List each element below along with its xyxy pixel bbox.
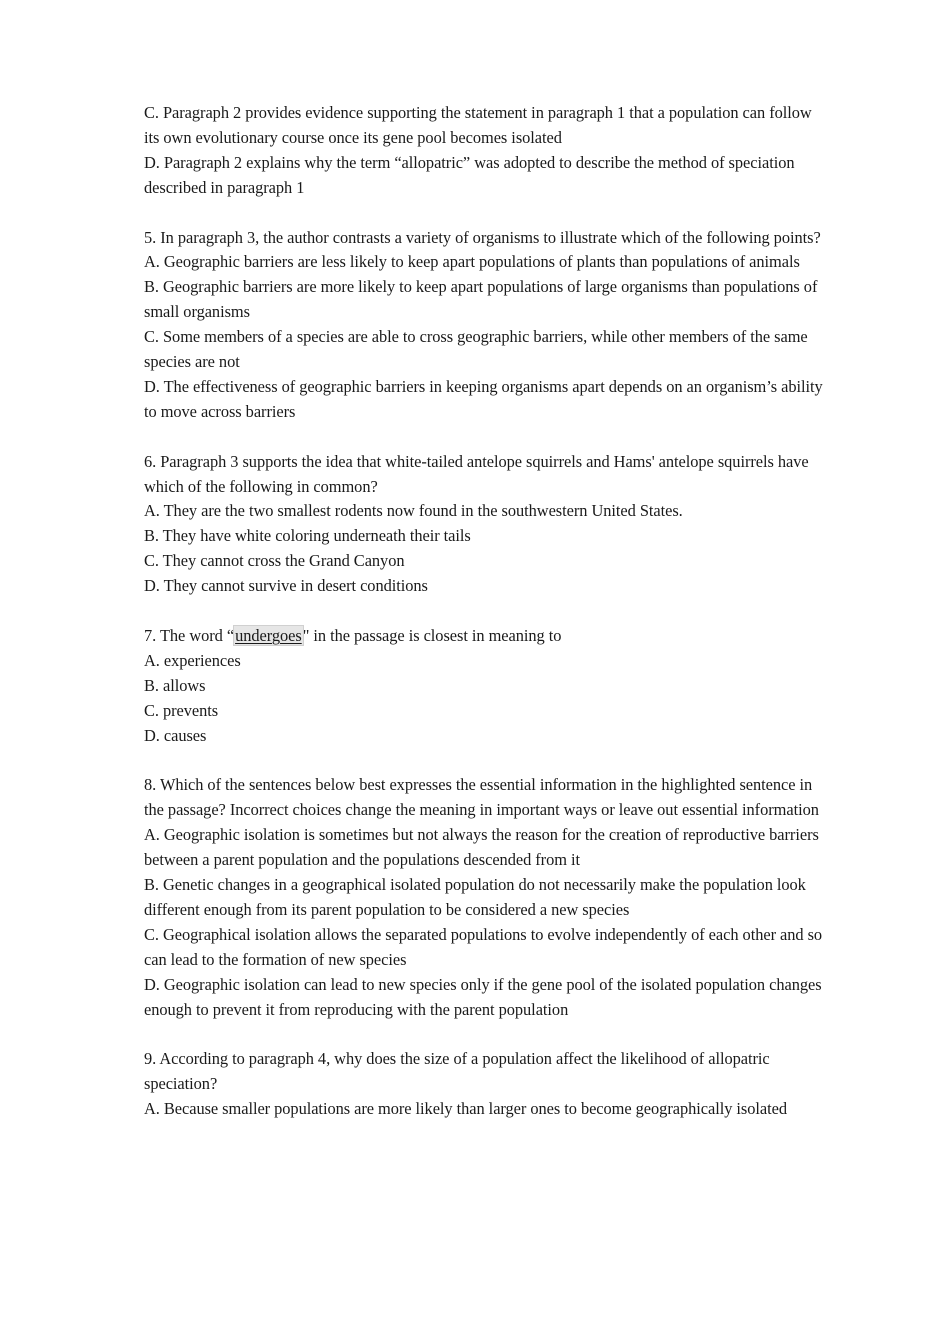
highlighted-word-link[interactable]: undergoes — [235, 625, 302, 645]
question-8 — [144, 773, 824, 1022]
question-6 — [144, 450, 824, 599]
answer-option-5a[interactable]: A. Geographic barriers are less likely to keep apart populations of plants than populations of animals — [144, 252, 800, 272]
question-7 — [144, 624, 824, 749]
answer-option-5c[interactable]: C. Some members of a species are able to cross geographic barriers, while other members of the same species are not — [144, 327, 808, 372]
question-4-continued — [144, 101, 824, 201]
document-page — [144, 101, 824, 1147]
answer-option-4d[interactable]: D. Paragraph 2 explains why the term “allopatric” was adopted to describe the method of speciation described in paragraph 1 — [144, 152, 795, 197]
question-prompt: 5. In paragraph 3, the author contrasts a variety of organisms to illustrate which of the following points? — [144, 227, 821, 247]
question-prompt: 8. Which of the sentences below best expresses the essential information in the highlighted sentence in the passage? Incorrect choices change the meaning in important ways or leave out essential information — [144, 775, 819, 820]
answer-option-5d[interactable]: D. The effectiveness of geographic barriers in keeping organisms apart depends on an organism’s ability to move across barriers — [144, 376, 823, 421]
answer-option-8d[interactable]: D. Geographic isolation can lead to new species only if the gene pool of the isolated population changes enough to prevent it from reproducing with the parent population — [144, 974, 822, 1019]
answer-option-7b[interactable]: B. allows — [144, 675, 206, 695]
answer-option-7c[interactable]: C. prevents — [144, 700, 219, 720]
question-prompt — [144, 624, 824, 649]
answer-option-6a[interactable]: A. They are the two smallest rodents now found in the southwestern United States. — [144, 501, 683, 521]
prompt-text-after: " in the passage is closest in meaning to — [302, 625, 562, 645]
answer-option-6d[interactable]: D. They cannot survive in desert conditions — [144, 576, 428, 596]
answer-option-4c[interactable]: C. Paragraph 2 provides evidence supporting the statement in paragraph 1 that a population can follow its own evolutionary course once its gene pool becomes isolated — [144, 103, 812, 147]
answer-option-7a[interactable]: A. experiences — [144, 650, 241, 670]
answer-option-8b[interactable]: B. Genetic changes in a geographical isolated population do not necessarily make the population look different enough from its parent population to be considered a new species — [144, 875, 806, 919]
answer-option-6c[interactable]: C. They cannot cross the Grand Canyon — [144, 551, 405, 571]
answer-option-7d[interactable]: D. causes — [144, 725, 207, 745]
prompt-text-before: 7. The word “ — [144, 625, 235, 645]
question-9 — [144, 1047, 824, 1122]
answer-option-6b[interactable]: B. They have white coloring underneath their tails — [144, 526, 471, 546]
answer-option-8a[interactable]: A. Geographic isolation is sometimes but not always the reason for the creation of reproductive barriers between a parent population and the populations descended from it — [144, 825, 819, 870]
answer-option-9a[interactable]: A. Because smaller populations are more likely than larger ones to become geographically isolated — [144, 1099, 787, 1119]
answer-option-8c[interactable]: C. Geographical isolation allows the separated populations to evolve independently of each other and so can lead to the formation of new species — [144, 924, 823, 969]
question-prompt: 6. Paragraph 3 supports the idea that white-tailed antelope squirrels and Hams' antelope squirrels have which of the following in common? — [144, 451, 809, 496]
answer-option-5b[interactable]: B. Geographic barriers are more likely to keep apart populations of large organisms than populations of small organisms — [144, 277, 818, 322]
question-5 — [144, 226, 824, 425]
question-prompt: 9. According to paragraph 4, why does the size of a population affect the likelihood of allopatric speciation? — [144, 1049, 770, 1094]
